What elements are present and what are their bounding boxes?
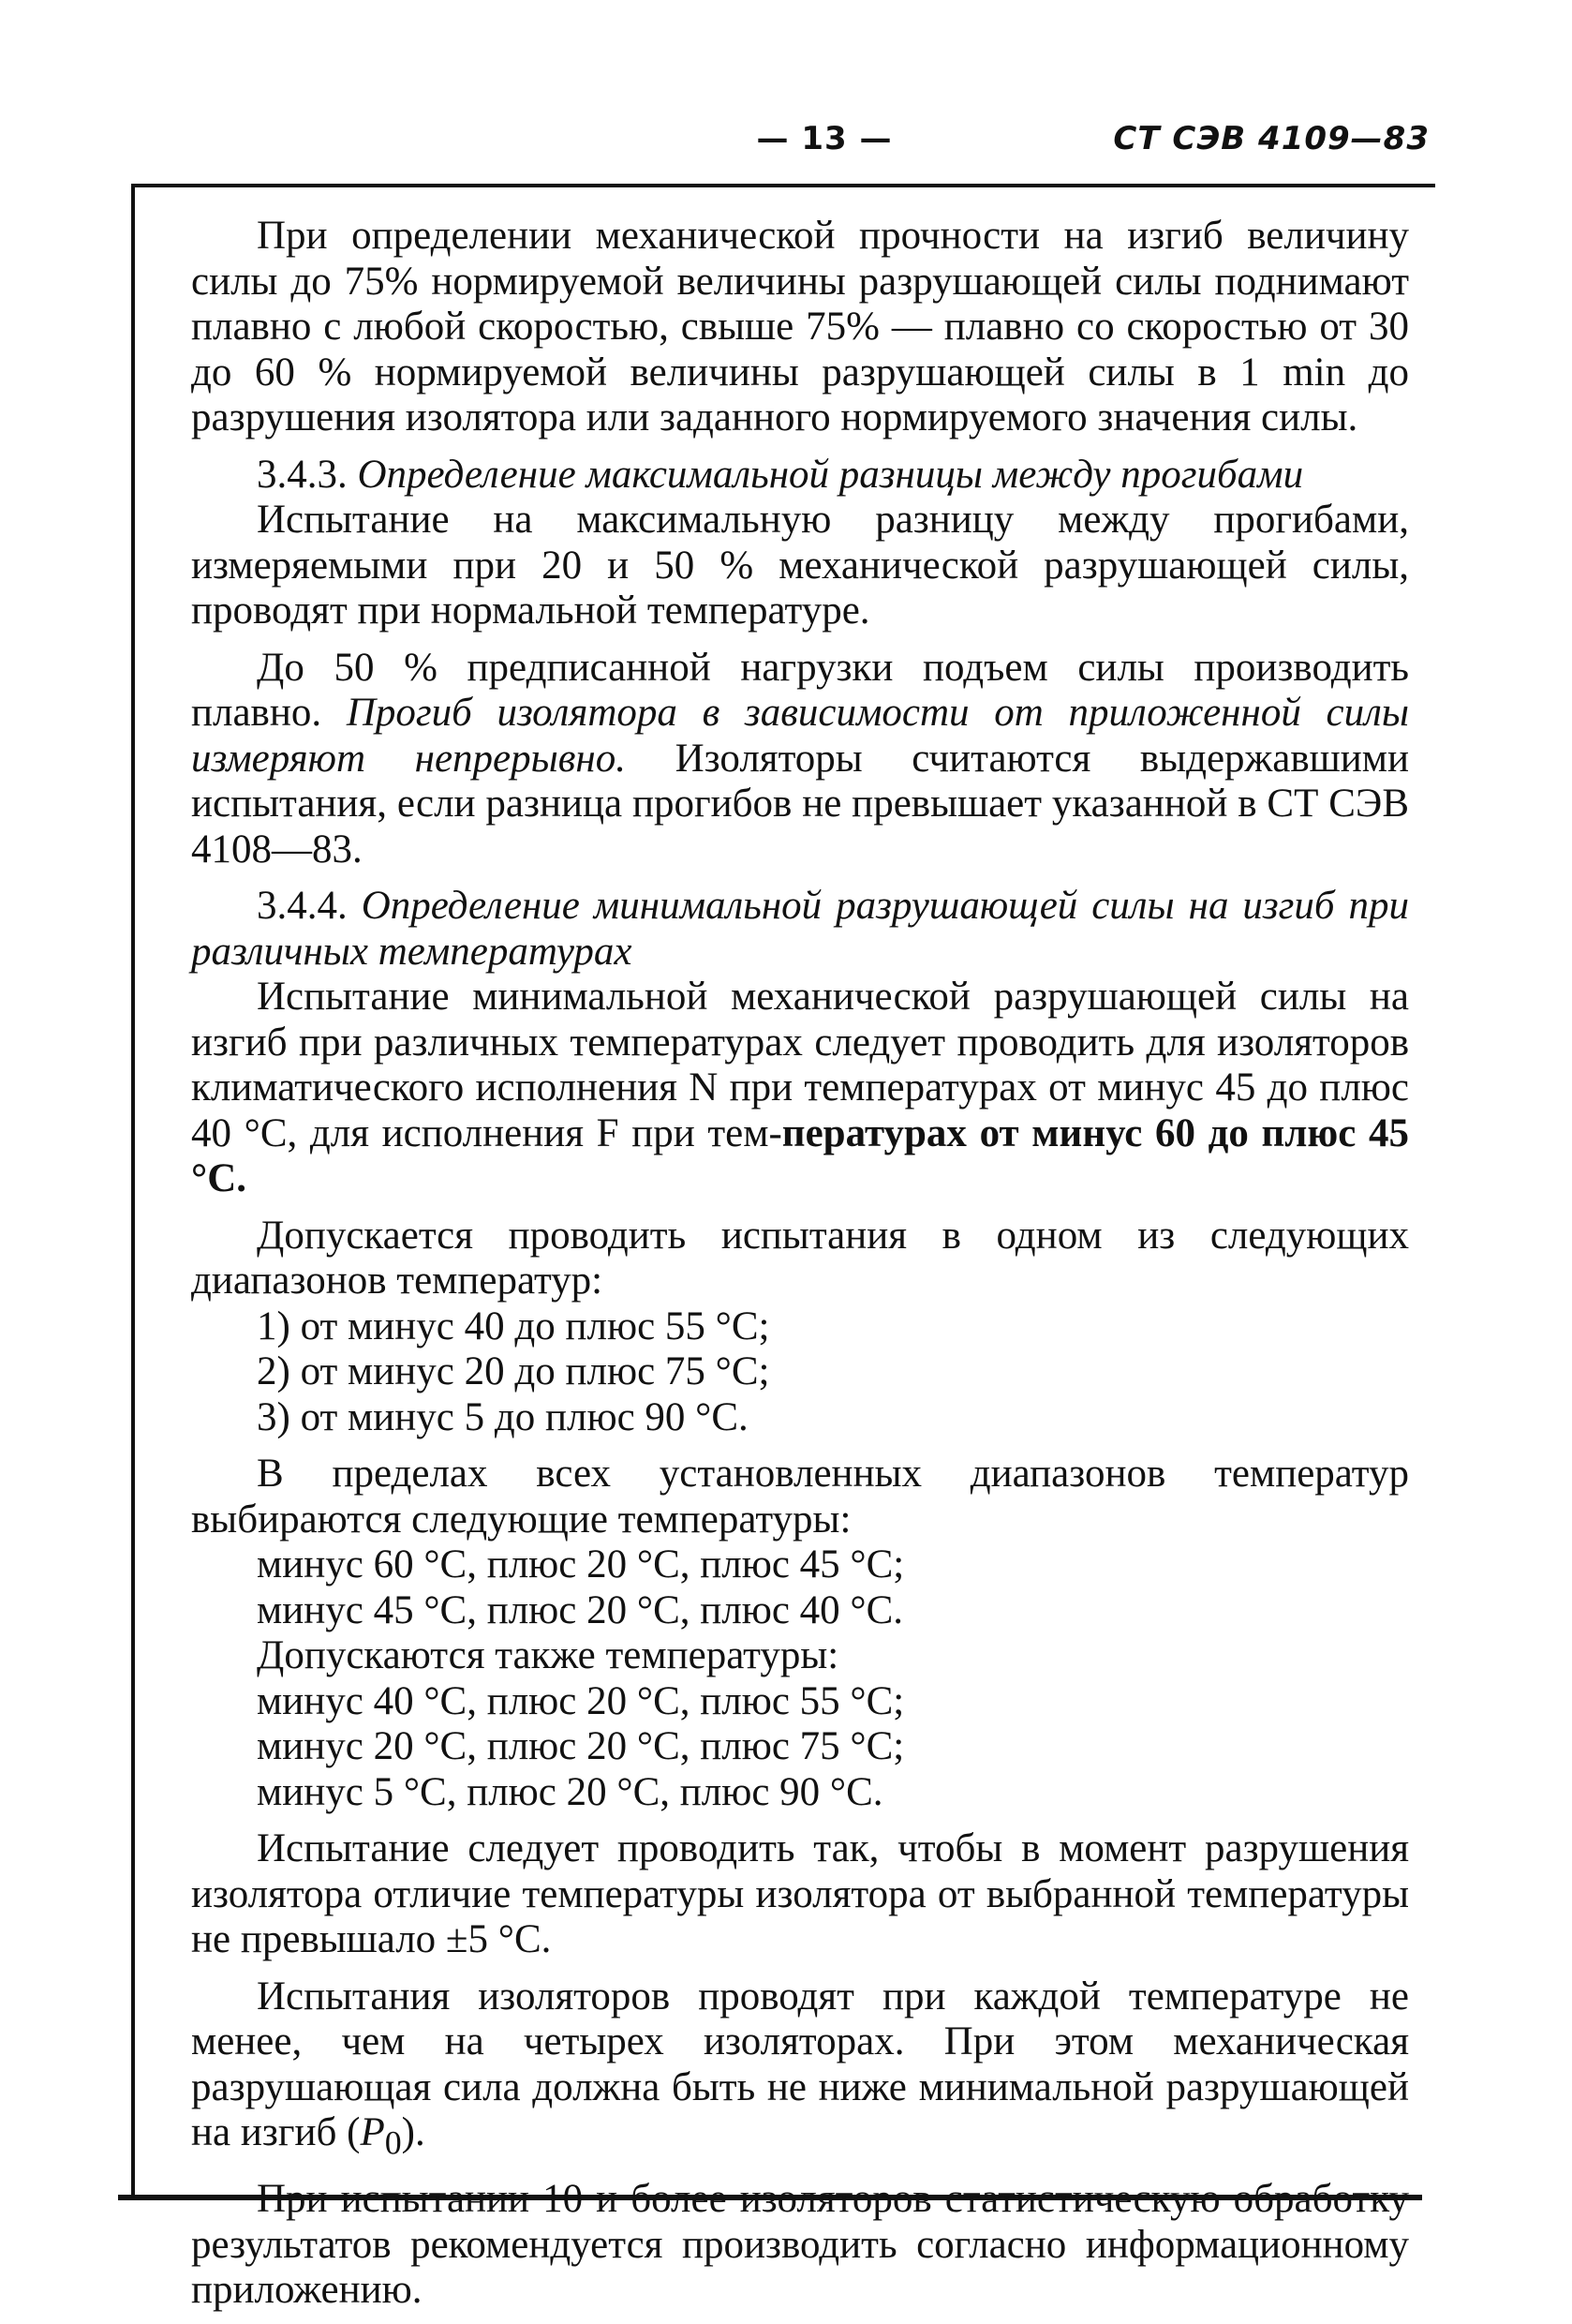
section-number: 3.4.4.: [257, 884, 348, 928]
section-3-4-3-heading: [191, 453, 1409, 499]
paragraph-temperature-tolerance: Испытание следует проводить так, чтобы в момент разрушения изолятора отличие температуры изолятора от выбранной температуры не превышало ±5 °С.: [191, 1826, 1409, 1961]
text-per-temperature: Испытания изоляторов проводят при каждой температуре не менее, чем на четырех изоляторах. При этом механическая разрушающая сила должна быть не ниже минимальной разрушающей на изгиб (: [191, 1974, 1409, 2154]
text-load-rise: До 50 % предписанной нагрузки подъем силы производить плавно.: [191, 645, 1409, 735]
body-text: [191, 214, 1409, 2314]
text-closing: ).: [401, 2110, 425, 2154]
text-deflection-measured: Прогиб изолятора в зависимости от приложенной силы измеряют непрерывно.: [191, 691, 1409, 781]
section-3-4-4-heading: [191, 884, 1409, 975]
margin-rule: [131, 184, 135, 2197]
paragraph-statistical-processing: При испытании 10 и более изоляторов статистическую обработку результатов рекомендуется производить согласно информационному приложению.: [191, 2177, 1409, 2313]
paragraph-deflection-criteria: [191, 646, 1409, 873]
section-title: Определение максимальной разницы между прогибами: [357, 452, 1304, 497]
list-item-range-1: 1) от минус 40 до плюс 55 °С;: [257, 1304, 770, 1348]
paragraph-selected-temperatures: В пределах всех установленных диапазонов температур выбираются следующие температуры:: [191, 1452, 1409, 1542]
text-pass-criterion: Изоляторы считаются выдержавшими испытания, если разница прогибов не превышает указанной в СТ СЭВ 4108—83.: [191, 736, 1409, 872]
symbol-p: P: [360, 2110, 385, 2154]
list-item-temperatures: минус 60 °С, плюс 20 °С, плюс 45 °С;: [257, 1542, 905, 1587]
symbol-subscript: 0: [384, 2123, 402, 2162]
section-title: Определение минимальной разрушающей силы на изгиб при различных температурах: [191, 884, 1409, 974]
paragraph-min-force-test: [191, 975, 1409, 1202]
page-number: — 13 —: [756, 120, 893, 157]
list-item-temperatures: минус 45 °С, плюс 20 °С, плюс 40 °С.: [257, 1587, 904, 1632]
paragraph-allowed-ranges: Допускается проводить испытания в одном из следующих диапазонов температур:: [191, 1213, 1409, 1303]
list-item-temperatures: минус 20 °С, плюс 20 °С, плюс 75 °С;: [257, 1724, 905, 1768]
section-number: 3.4.3.: [257, 452, 348, 497]
header-rule: [131, 184, 1435, 187]
standard-designation: СТ СЭВ 4109—83: [1113, 120, 1430, 157]
list-item-range-2: 2) от минус 20 до плюс 75 °С;: [257, 1349, 770, 1393]
list-item-temperatures: минус 40 °С, плюс 20 °С, плюс 55 °С;: [257, 1678, 905, 1723]
text-min-force-conditions: Испытание минимальной механической разрушающей силы на изгиб при различных температурах следует проводить для изоляторов климатического исполнения N при температурах от минус 45 до плюс 40 °С, для исполнения F при тем-: [191, 975, 1409, 1155]
list-item-temperatures: минус 5 °С, плюс 20 °С, плюс 90 °С.: [257, 1769, 883, 1814]
paragraph-also-allowed: Допускаются также температуры:: [257, 1633, 839, 1677]
list-item-range-3: 3) от минус 5 до плюс 90 °С.: [257, 1394, 749, 1439]
paragraph-deflection-test: Испытание на максимальную разницу между прогибами, измеряемыми при 20 и 50 % механической разрушающей силы, проводят при нормальной температуре.: [191, 498, 1409, 633]
paragraph-bending-strength: При определении механической прочности на изгиб величину силы до 75% нормируемой величины разрушающей силы поднимают плавно с любой скоростью, свыше 75% — плавно со скоростью от 30 до 60 % нормируемой величины разрушающей силы в 1 min до разрушения изолятора или заданного нормируемого значения силы.: [191, 214, 1409, 439]
text-f-temperature-range: пературах от минус 60 до плюс 45 °С.: [191, 1110, 1409, 1200]
paragraph-insulator-count: [191, 1974, 1409, 2167]
